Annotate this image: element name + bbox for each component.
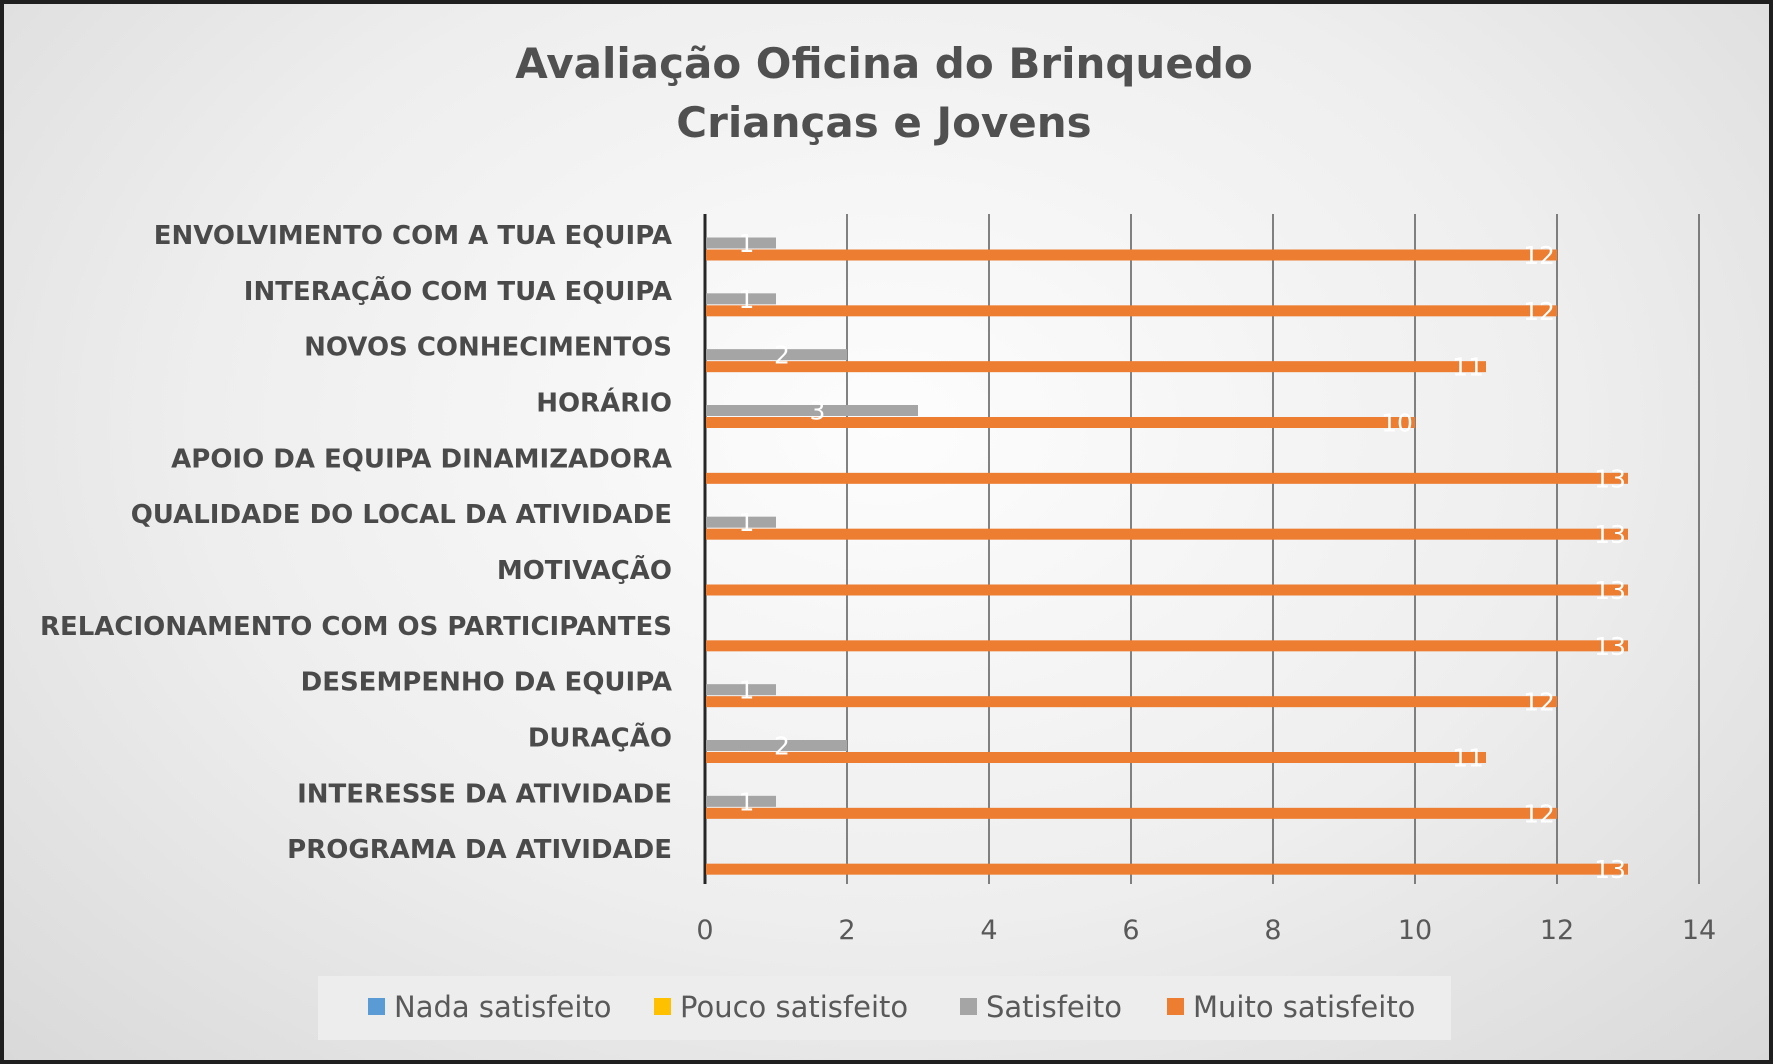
x-tick-label: 8 (1264, 915, 1282, 946)
x-tick-label: 10 (1397, 915, 1433, 946)
category-label: APOIO DA EQUIPA DINAMIZADORA (171, 444, 672, 475)
x-tick-label: 14 (1681, 915, 1717, 946)
data-label: 11 (1452, 352, 1484, 382)
category-label: NOVOS CONHECIMENTOS (304, 332, 672, 363)
x-tick-label: 4 (980, 915, 998, 946)
x-tick-label: 12 (1539, 915, 1575, 946)
bar-muito-satisfeito (706, 752, 1486, 763)
legend-label: Nada satisfeito (394, 990, 612, 1024)
bars (706, 238, 1628, 875)
bar-muito-satisfeito (706, 250, 1557, 261)
bar-muito-satisfeito (706, 808, 1557, 819)
data-label: 1 (738, 675, 755, 705)
legend-swatch (1167, 998, 1184, 1015)
category-label: RELACIONAMENTO COM OS PARTICIPANTES (39, 611, 672, 642)
legend (318, 976, 1451, 1040)
chart-title-line-2: Crianças e Jovens (676, 98, 1092, 147)
category-label: ENVOLVIMENTO COM A TUA EQUIPA (153, 221, 672, 251)
category-label: HORÁRIO (536, 388, 672, 419)
data-label: 13 (1594, 855, 1626, 885)
data-label: 1 (738, 508, 755, 538)
data-label: 12 (1523, 799, 1555, 829)
x-tick-labels (696, 915, 1716, 946)
bar-muito-satisfeito (706, 305, 1557, 316)
legend-label: Muito satisfeito (1193, 990, 1416, 1024)
category-labels (40, 221, 672, 865)
data-label: 13 (1594, 520, 1626, 550)
category-label: MOTIVAÇÃO (496, 556, 672, 586)
bar-muito-satisfeito (706, 361, 1486, 372)
data-label: 2 (774, 340, 790, 370)
category-label: DESEMPENHO DA EQUIPA (300, 667, 672, 698)
data-label: 12 (1523, 687, 1555, 717)
x-tick-label: 6 (1122, 915, 1140, 946)
bar-muito-satisfeito (706, 640, 1628, 651)
category-label: QUALIDADE DO LOCAL DA ATIVIDADE (130, 500, 672, 531)
legend-swatch (960, 998, 977, 1015)
data-label: 3 (809, 396, 826, 426)
data-label: 1 (738, 787, 755, 817)
data-label: 1 (738, 229, 755, 258)
data-label: 11 (1452, 743, 1484, 773)
bar-muito-satisfeito (706, 696, 1557, 707)
bar-muito-satisfeito (706, 473, 1628, 484)
bar-muito-satisfeito (706, 864, 1628, 875)
category-label: INTERESSE DA ATIVIDADE (297, 779, 672, 810)
data-label: 1 (738, 284, 755, 314)
category-label: DURAÇÃO (527, 723, 672, 754)
category-label: INTERAÇÃO COM TUA EQUIPA (243, 276, 672, 307)
bar-muito-satisfeito (706, 585, 1628, 596)
data-label: 13 (1594, 576, 1626, 605)
chart-canvas (4, 4, 1769, 1060)
data-label: 13 (1594, 631, 1626, 661)
data-labels (739, 229, 1626, 884)
legend-swatch (654, 998, 671, 1015)
chart-title-line-1: Avaliação Oficina do Brinquedo (515, 39, 1253, 88)
x-tick-label: 2 (838, 915, 856, 946)
data-label: 2 (774, 731, 790, 761)
x-tick-label: 0 (696, 915, 714, 946)
data-label: 12 (1523, 241, 1555, 270)
bar-muito-satisfeito (706, 529, 1628, 540)
legend-label: Pouco satisfeito (680, 990, 909, 1024)
data-label: 13 (1594, 464, 1626, 494)
legend-label: Satisfeito (986, 990, 1122, 1024)
legend-swatch (368, 998, 385, 1015)
data-label: 10 (1381, 408, 1413, 438)
data-label: 12 (1523, 296, 1555, 326)
category-label: PROGRAMA DA ATIVIDADE (287, 835, 672, 866)
